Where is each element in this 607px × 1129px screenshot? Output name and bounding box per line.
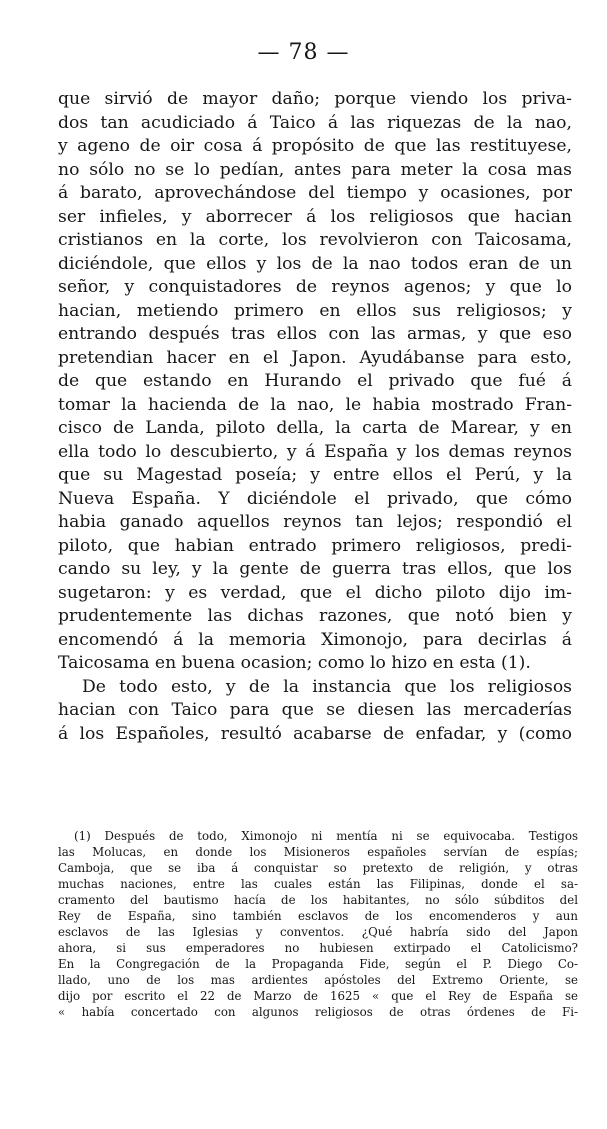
footnote-line: llado, uno de los mas ardientes apóstoles del Extremo Oriente, se xyxy=(58,973,578,987)
text-line: á barato, aprovechándose del tiempo y ocasiones, por xyxy=(58,183,572,203)
text-line: diciéndole, que ellos y los de la nao todos eran de un xyxy=(58,253,572,274)
text-line: dos tan acudiciado á Taico á las riquezas de la nao, xyxy=(58,112,572,133)
footnote-line: muchas naciones, entre las cuales están las Filipinas, donde el sa- xyxy=(58,877,578,891)
text-line: pretendian hacer en el Japon. Ayudábanse para esto, xyxy=(58,347,572,368)
text-line: á los Españoles, resultó acabarse de enfadar, y (como xyxy=(58,723,572,744)
footnote-line: las Molucas, en donde los Misioneros españoles servían de espías; xyxy=(58,845,578,859)
footnote-line: Rey de España, sino también esclavos de los encomenderos y aun xyxy=(58,909,578,923)
text-line: ella todo lo descubierto, y á España y los demas reynos xyxy=(58,441,572,462)
footnote-line: Camboja, que se iba á conquistar so pretexto de religión, y otras xyxy=(58,861,578,875)
text-line: Nueva España. Y diciéndole el privado, que cómo xyxy=(58,488,572,509)
text-line: entrando después tras ellos con las armas, y que eso xyxy=(58,324,572,344)
text-line: ser infieles, y aborrecer á los religiosos que hacian xyxy=(58,206,572,227)
text-line: De todo esto, y de la instancia que los religiosos xyxy=(82,676,572,697)
text-line: no sólo no se lo pedían, antes para meter la cosa mas xyxy=(58,159,572,180)
text-line: señor, y conquistadores de reynos agenos; y que lo xyxy=(58,277,572,297)
text-line: que sirvió de mayor daño; porque viendo los priva- xyxy=(58,89,572,109)
footnote-line: « había concertado con algunos religiosos de otras órdenes de Fi- xyxy=(58,1005,578,1019)
main-text xyxy=(58,88,572,746)
text-line: prudentemente las dichas razones, que notó bien y xyxy=(58,606,572,626)
text-line: habia ganado aquellos reynos tan lejos; respondió el xyxy=(58,512,572,532)
text-line: Taicosama en buena ocasion; como lo hizo en esta (1). xyxy=(58,653,531,673)
text-line: cando su ley, y la gente de guerra tras ellos, que los xyxy=(58,559,572,579)
text-line: piloto, que habian entrado primero religiosos, predi- xyxy=(58,535,572,556)
footnote-line: ahora, si sus emperadores no hubiesen extirpado el Catolicismo? xyxy=(58,941,578,955)
footnote-line: En la Congregación de la Propaganda Fide, según el P. Diego Co- xyxy=(58,957,578,971)
text-line: cristianos en la corte, los revolvieron con Taicosama, xyxy=(58,230,572,250)
text-line: cisco de Landa, piloto della, la carta de Marear, y en xyxy=(58,418,572,438)
page-number: — 78 — xyxy=(257,40,350,65)
footnote-line: esclavos de las Iglesias y conventos. ¿Qué habría sido del Japon xyxy=(58,925,578,939)
text-line: encomendó á la memoria Ximonojo, para decirlas á xyxy=(58,629,572,650)
footnote-line: cramento del bautismo hacía de los habitantes, no sólo súbditos del xyxy=(58,893,578,907)
text-line: que su Magestad poseía; y entre ellos el Perú, y la xyxy=(58,465,572,485)
text-line: sugetaron: y es verdad, que el dicho piloto dijo im- xyxy=(58,582,572,603)
footnote-line: (1) Después de todo, Ximonojo ni mentía ni se equivocaba. Testigos xyxy=(74,829,578,843)
text-line: hacian, metiendo primero en ellos sus religiosos; y xyxy=(58,300,572,321)
footnote xyxy=(58,828,578,1020)
footnote-line: dijo por escrito el 22 de Marzo de 1625 « que el Rey de España se xyxy=(58,989,578,1003)
text-line: tomar la hacienda de la nao, le habia mostrado Fran- xyxy=(58,394,572,415)
text-line: de que estando en Hurando el privado que fué á xyxy=(58,371,572,391)
text-line: y ageno de oir cosa á propósito de que las restituyese, xyxy=(58,136,572,156)
text-line: hacian con Taico para que se diesen las mercaderías xyxy=(58,700,572,720)
